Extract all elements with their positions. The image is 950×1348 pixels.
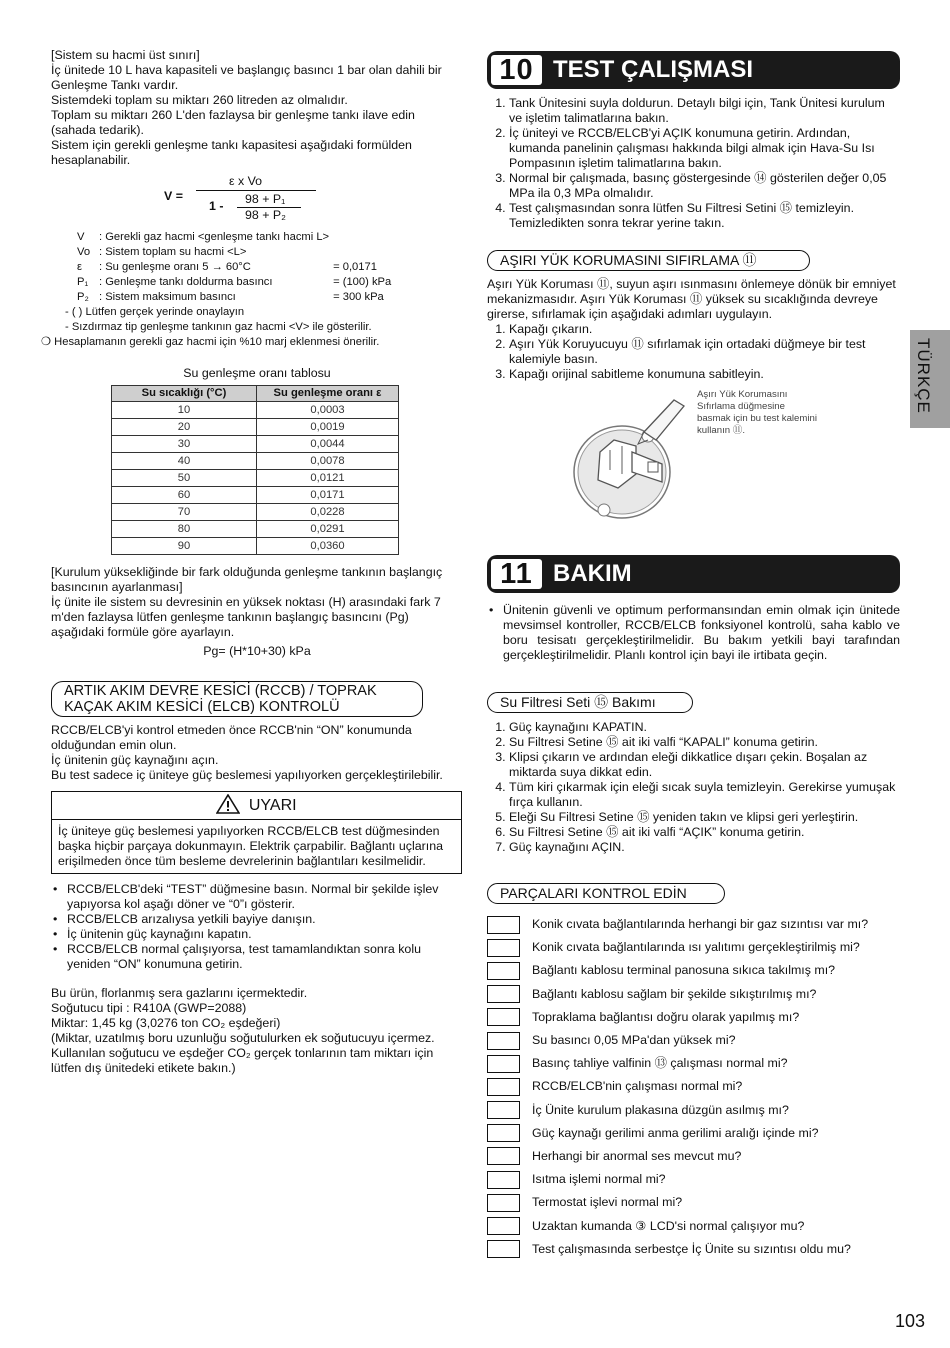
checklist-item xyxy=(487,1122,900,1145)
table-cell-rate: 0,0044 xyxy=(257,436,399,453)
checklist-item xyxy=(487,936,900,959)
overload-steps xyxy=(487,322,900,382)
checkbox[interactable] xyxy=(487,985,520,1003)
page-number: 103 xyxy=(894,1311,925,1331)
formula-note: - Sızdırmaz tip genleşme tankının gaz hacmi <V> ile gösterilir. xyxy=(65,321,372,333)
filter-steps xyxy=(487,720,900,855)
legend-row xyxy=(77,290,395,305)
table-row xyxy=(112,538,399,555)
language-tab-label: TÜRKÇE xyxy=(914,338,933,414)
filter-section xyxy=(487,692,900,855)
checkbox[interactable] xyxy=(487,916,520,934)
checklist-item xyxy=(487,1191,900,1214)
maintenance-section xyxy=(487,603,900,663)
water-volume-line: Toplam su miktarı 260 L'den fazlaysa bir genleşme tankı ilave edin (sahada tedarik). xyxy=(51,108,415,137)
checklist-item xyxy=(487,1238,900,1261)
legend-description: : Sistem maksimum basıncı xyxy=(99,291,236,303)
checklist-item-text: Isıtma işlemi normal mi? xyxy=(532,1172,666,1187)
table-row xyxy=(112,487,399,504)
expansion-formula xyxy=(51,172,463,230)
rccb-bullet: • İç ünitenin güç kaynağını kapatın. xyxy=(67,927,463,942)
formula-note: ❍ Hesaplamanın gerekli gaz hacmi için %10 marj eklenmesi önerilir. xyxy=(41,336,380,348)
table-row xyxy=(112,470,399,487)
checkbox[interactable] xyxy=(487,962,520,980)
table-cell-temp: 50 xyxy=(112,470,257,487)
refrigerant-line: (Miktar, uzatılmış boru uzunluğu soğutulurken ek soğutucuyu içermez. Kullanılan soğutucu ve eşdeğer CO₂ gerçek tonlarının tam miktarı için lütfen dış ünitedeki etikete bakın.) xyxy=(51,1031,435,1075)
table-cell-rate: 0,0228 xyxy=(257,504,399,521)
test-run-step: 4. Test çalışmasından sonra lütfen Su Filtresi Setini ⑮ temizleyin. Temizledikten sonra tekrar yerine takın. xyxy=(509,201,900,231)
table-title: Su genleşme oranı tablosu xyxy=(183,366,331,380)
legend-description: : Gerekli gaz hacmi <genleşme tankı hacmi L> xyxy=(99,231,330,243)
warning-text: İç üniteye güç beslemesi yapılıyorken RCCB/ELCB test düğmesinden başka hiçbir parçaya dokunmayın. Elektrik çarpabilir. Bağlantı uçlarına erişilmeden önce tüm besleme devrelerinin bağlantıları kesilmelidir. xyxy=(58,824,443,868)
checkbox[interactable] xyxy=(487,1055,520,1073)
filter-step: 5. Eleği Su Filtresi Setine ⑮ yeniden takın ve klipsi geri yerleştirin. xyxy=(509,810,900,825)
checklist-item-text: İç Ünite kurulum plakasına düzgün asılmış mı? xyxy=(532,1102,789,1117)
overload-step: 3. Kapağı orijinal sabitleme konumuna sabitleyin. xyxy=(509,367,900,382)
filter-step: 4. Tüm kiri çıkarmak için eleği sıcak suyla temizleyin. Gerekirse yumuşak fırça kullanın. xyxy=(509,780,900,810)
expansion-rate-table xyxy=(111,385,399,555)
overload-intro: Aşırı Yük Koruması ⑪, suyun aşırı ısınmasını önlemeye dönük bir emniyet mekanizmasıdır. Aşırı Yük Koruması ⑪ yüksek su sıcaklığında devreye girerse, sıfırlamak için aşağıdaki adımları uygulayın. xyxy=(487,277,896,321)
overload-title-text: AŞIRI YÜK KORUMASINI SIFIRLAMA ⑪ xyxy=(500,252,757,268)
checklist-item xyxy=(487,959,900,982)
filter-step: 3. Klipsi çıkarın ve ardından eleği dikkatlice dışarı çekin. Boşalan az miktarda suya dikkat edin. xyxy=(509,750,900,780)
formula-inner-num: 98 + P₁ xyxy=(245,192,286,206)
checklist-item xyxy=(487,1006,900,1029)
test-run-step: 1. Tank Ünitesini suyla doldurun. Detaylı bilgi için, Tank Ünitesi kurulum ve işletim talimatlarına bakın. xyxy=(509,96,900,126)
legend-symbol: P₂ xyxy=(77,291,89,303)
water-volume-text xyxy=(51,63,463,168)
rccb-line: Bu test sadece iç üniteye güç beslemesi yapılıyorken gerçekleştirilebilir. xyxy=(51,768,443,782)
formula-notes xyxy=(41,305,463,350)
rccb-title-text: ARTIK AKIM DEVRE KESİCİ (RCCB) / TOPRAK KAÇAK AKIM KESİCİ (ELCB) KONTROLÜ xyxy=(64,683,377,715)
table-cell-temp: 60 xyxy=(112,487,257,504)
checklist-item xyxy=(487,983,900,1006)
checklist-item-text: Uzaktan kumanda ③ LCD'si normal çalışıyor mu? xyxy=(532,1218,805,1233)
checklist-item-text: Bağlantı kablosu sağlam bir şekilde sıkıştırılmış mı? xyxy=(532,986,817,1001)
legend-value: = (100) kPa xyxy=(333,276,392,288)
checklist-item-text: Termostat işlevi normal mi? xyxy=(532,1195,683,1210)
height-title: [Kurulum yüksekliğinde bir fark olduğunda genleşme tankının başlangıç basıncının ayarlanması] xyxy=(51,565,443,594)
filter-step: 1. Güç kaynağını KAPATIN. xyxy=(509,720,900,735)
checklist-item-text: RCCB/ELCB'nin çalışması normal mi? xyxy=(532,1079,743,1094)
filter-title-text: Su Filtresi Seti ⑮ Bakımı xyxy=(500,694,656,710)
test-run-step: 3. Normal bir çalışmada, basınç göstergesinde ⑭ gösterilen değer 0,05 MPa ila 0,3 MPa olmalıdır. xyxy=(509,171,900,201)
table-row xyxy=(112,453,399,470)
water-volume-line: İç ünitede 10 L hava kapasiteli ve başlangıç basıncı 1 bar olan dahili bir Genleşme Tankı vardır. xyxy=(51,63,442,92)
checkbox[interactable] xyxy=(487,1240,520,1258)
table-row xyxy=(112,521,399,538)
checklist-item-text: Konik cıvata bağlantılarında ısı yalıtımı gerçekleştirilmiş mi? xyxy=(532,940,860,955)
section-11-header xyxy=(487,555,900,593)
warning-box xyxy=(51,791,462,874)
left-column xyxy=(41,48,463,1076)
checkbox[interactable] xyxy=(487,1101,520,1119)
height-text: İç ünite ile sistem su devresinin en yüksek noktası (H) arasındaki fark 7 m'den fazlaysa lütfen genleşme tankının başlangıç basıncını (Pg) aşağıdaki formüle göre ayarlayın. xyxy=(51,595,441,639)
language-tab xyxy=(910,330,950,428)
table-row xyxy=(112,436,399,453)
checklist-item-text: Güç kaynağı gerilimi anma gerilimi aralığı içinde mi? xyxy=(532,1125,819,1140)
rccb-bullet: • RCCB/ELCB'deki “TEST” düğmesine basın. Normal bir şekilde işlev yapıyorsa kol aşağı döner ve “0”ı gösterir. xyxy=(67,882,463,912)
rccb-line: İç ünitenin güç kaynağını açın. xyxy=(51,753,219,767)
legend-row xyxy=(77,230,395,245)
checklist-item xyxy=(487,1099,900,1122)
checklist-item xyxy=(487,1145,900,1168)
water-volume-title: [Sistem su hacmi üst sınırı] xyxy=(51,48,200,62)
table-cell-temp: 70 xyxy=(112,504,257,521)
legend-row xyxy=(77,245,395,260)
maintenance-bullets xyxy=(487,603,900,663)
overload-title xyxy=(487,250,810,271)
checklist-title-text: PARÇALARI KONTROL EDİN xyxy=(500,885,687,901)
checkbox[interactable] xyxy=(487,1032,520,1050)
table-cell-rate: 0,0078 xyxy=(257,453,399,470)
section-11-number: 11 xyxy=(491,559,542,589)
checklist-items xyxy=(487,913,900,1261)
table-row xyxy=(112,402,399,419)
test-run-step: 2. İç üniteyi ve RCCB/ELCB'yi AÇIK konumuna getirin. Ardından, kumanda panelinin çalışması hakkında bilgi almak için Hava-Su Isı Pompasının işletim talimatlarına bakın. xyxy=(509,126,900,171)
legend-description: : Sistem toplam su hacmi <L> xyxy=(99,246,247,258)
checklist-item-text: Herhangi bir anormal ses mevcut mu? xyxy=(532,1148,742,1163)
rccb-line: RCCB/ELCB'yi kontrol etmeden önce RCCB'nin “ON” konumunda olduğundan emin olun. xyxy=(51,723,412,752)
table-cell-rate: 0,0171 xyxy=(257,487,399,504)
formula-inner-den: 98 + P₂ xyxy=(245,208,286,222)
maintenance-bullet: • Ünitenin güvenli ve optimum performansından emin olmak için ünitede mevsimsel kontroller, RCCB/ELCB fonksiyonel kontrolü, saha kablo ve boru tesisatı gerçekleştirilmelidir. Bu bakım yetkili bayi tarafından gerçekleştirilmelidir. Planlı kontrol için bayi ile irtibata geçin. xyxy=(503,603,900,663)
rccb-bullet: • RCCB/ELCB arızalıysa yetkili bayiye danışın. xyxy=(67,912,463,927)
legend-symbol: P₁ xyxy=(77,276,89,288)
checkbox[interactable] xyxy=(487,939,520,957)
warning-header xyxy=(52,792,461,820)
checklist-item xyxy=(487,1075,900,1098)
test-run-section xyxy=(487,96,900,231)
section-10-title: TEST ÇALIŞMASI xyxy=(553,56,754,83)
checklist-item-text: Test çalışmasında serbestçe İç Ünite su sızıntısı oldu mu? xyxy=(532,1241,851,1256)
table-cell-temp: 40 xyxy=(112,453,257,470)
table-cell-temp: 80 xyxy=(112,521,257,538)
warning-icon xyxy=(216,794,240,814)
formula-numerator: ε x Vo xyxy=(229,174,263,188)
table-cell-rate: 0,0019 xyxy=(257,419,399,436)
legend-symbol: Vo xyxy=(77,246,91,258)
rccb-bullet: • RCCB/ELCB normal çalışıyorsa, test tamamlandıktan sonra kolu yeniden “ON” konumuna getirin. xyxy=(67,942,463,972)
formula-note: - ( ) Lütfen gerçek yerinde onaylayın xyxy=(65,306,245,318)
refrigerant-line: Bu ürün, florlanmış sera gazlarını içermektedir. xyxy=(51,986,308,1000)
overload-protector-illustration xyxy=(552,392,702,532)
section-10-header xyxy=(487,51,900,89)
table-header-rate: Su genleşme oranı ε xyxy=(257,386,399,402)
checkbox[interactable] xyxy=(487,1147,520,1165)
overload-section xyxy=(487,250,900,382)
legend-description: : Genleşme tankı doldurma basıncı xyxy=(99,276,273,288)
overload-caption: Aşırı Yük Korumasını Sıfırlama düğmesine basmak için bu test kalemini kullanın ⑪. xyxy=(697,389,817,436)
overload-step: 2. Aşırı Yük Koruyucuyu ⑪ sıfırlamak için ortadaki düğmeye bir test kalemiyle basın. xyxy=(509,337,900,367)
checklist-title xyxy=(487,883,725,904)
checkbox[interactable] xyxy=(487,1008,520,1026)
table-header-temp: Su sıcaklığı (°C) xyxy=(112,386,257,402)
warning-title: UYARI xyxy=(248,797,297,814)
refrigerant-info xyxy=(51,986,463,1076)
checklist-section xyxy=(487,883,900,1261)
checkbox[interactable] xyxy=(487,1171,520,1189)
formula-legend xyxy=(77,230,395,305)
section-11-title: BAKIM xyxy=(553,560,632,587)
water-volume-line: Sistemdeki toplam su miktarı 260 litreden az olmalıdır. xyxy=(51,93,348,107)
refrigerant-line: Miktar: 1,45 kg (3,0276 ton CO₂ eşdeğeri) xyxy=(51,1016,281,1030)
water-volume-line: Sistem için gerekli genleşme tankı kapasitesi aşağıdaki formülden hesaplanabilir. xyxy=(51,138,412,167)
checklist-item-text: Topraklama bağlantısı doğru olarak yapılmış mı? xyxy=(532,1009,800,1024)
table-cell-rate: 0,0003 xyxy=(257,402,399,419)
table-row xyxy=(112,419,399,436)
filter-title xyxy=(487,692,693,713)
formula-main-bar xyxy=(196,190,316,191)
height-formula: Pg= (H*10+30) kPa xyxy=(203,644,311,658)
table-cell-temp: 10 xyxy=(112,402,257,419)
checkbox[interactable] xyxy=(487,1124,520,1142)
checklist-item xyxy=(487,1214,900,1237)
legend-symbol: V xyxy=(77,231,85,243)
legend-symbol: ε xyxy=(77,261,82,273)
filter-step: 7. Güç kaynağını AÇIN. xyxy=(509,840,900,855)
filter-step: 2. Su Filtresi Setine ⑮ ait iki valfi “KAPALI” konuma getirin. xyxy=(509,735,900,750)
table-cell-rate: 0,0360 xyxy=(257,538,399,555)
checklist-item-text: Konik cıvata bağlantılarında herhangi bir gaz sızıntısı var mı? xyxy=(532,917,869,932)
table-cell-rate: 0,0121 xyxy=(257,470,399,487)
checklist-item xyxy=(487,1052,900,1075)
checklist-item xyxy=(487,1168,900,1191)
checklist-item-text: Bağlantı kablosu terminal panosuna sıkıca takılmış mı? xyxy=(532,963,836,978)
test-run-steps xyxy=(487,96,900,231)
checklist-item-text: Basınç tahliye valfinin ⑬ çalışması normal mi? xyxy=(532,1056,788,1071)
legend-row xyxy=(77,260,395,275)
rccb-text xyxy=(51,723,463,783)
table-row xyxy=(112,504,399,521)
legend-value: = 0,0171 xyxy=(333,261,377,273)
table-cell-rate: 0,0291 xyxy=(257,521,399,538)
checkbox[interactable] xyxy=(487,1194,520,1212)
formula-one-minus: 1 - xyxy=(209,199,224,213)
legend-value xyxy=(333,230,395,245)
overload-step: 1. Kapağı çıkarın. xyxy=(509,322,900,337)
checklist-item xyxy=(487,1029,900,1052)
legend-description: : Su genleşme oranı 5 → 60°C xyxy=(99,261,251,273)
rccb-bullets xyxy=(51,882,463,972)
legend-value xyxy=(333,245,395,260)
checkbox[interactable] xyxy=(487,1078,520,1096)
section-10-number: 10 xyxy=(491,55,542,85)
checklist-item-text: Su basıncı 0,05 MPa'dan yüksek mi? xyxy=(532,1033,736,1048)
checklist-item xyxy=(487,913,900,936)
table-cell-temp: 30 xyxy=(112,436,257,453)
checkbox[interactable] xyxy=(487,1217,520,1235)
legend-row xyxy=(77,275,395,290)
table-cell-temp: 20 xyxy=(112,419,257,436)
filter-step: 6. Su Filtresi Setine ⑮ ait iki valfi “AÇIK” konuma getirin. xyxy=(509,825,900,840)
table-cell-temp: 90 xyxy=(112,538,257,555)
legend-value: = 300 kPa xyxy=(333,291,384,303)
formula-lhs: V = xyxy=(164,189,183,203)
refrigerant-line: Soğutucu tipi : R410A (GWP=2088) xyxy=(51,1001,247,1015)
rccb-title xyxy=(51,681,423,717)
